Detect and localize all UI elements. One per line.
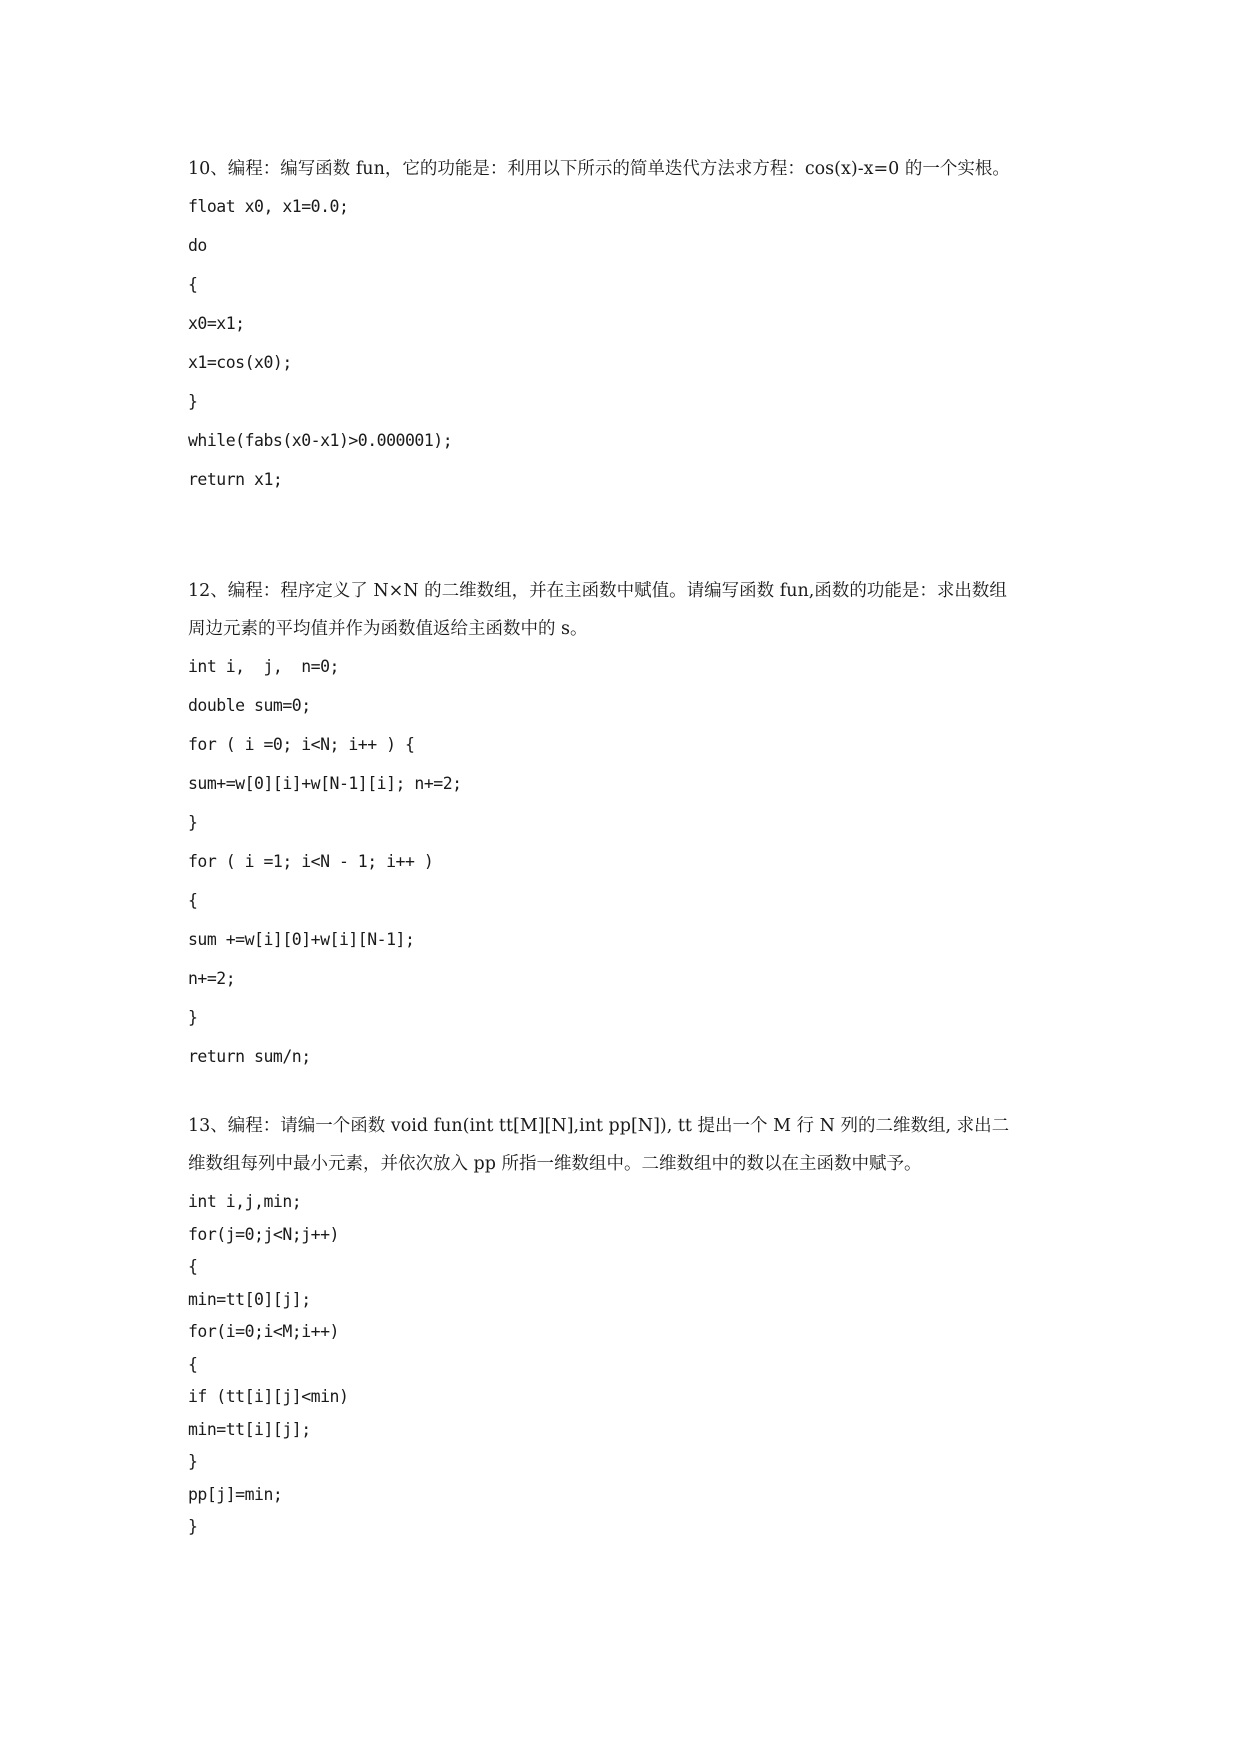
- code-line: int i, j, n=0;: [188, 657, 339, 676]
- code-line: min=tt[0][j];: [188, 1289, 311, 1309]
- code-line: return x1;: [188, 470, 283, 489]
- code-line: sum +=w[i][0]+w[i][N-1];: [188, 930, 415, 949]
- problem-10: [188, 158, 1068, 508]
- code-line: return sum/n;: [188, 1047, 311, 1066]
- code-line: }: [188, 813, 198, 832]
- code-line: {: [188, 891, 198, 910]
- code-line: int i,j,min;: [188, 1192, 302, 1211]
- problem-heading-line: 周边元素的平均值并作为函数值返给主函数中的 s。: [188, 619, 588, 639]
- code-line: }: [188, 1517, 198, 1536]
- problem-heading-line: 维数组每列中最小元素，并依次放入 pp 所指一维数组中。二维数组中的数以在主函数中赋予。: [188, 1154, 922, 1174]
- code-line: }: [188, 1008, 198, 1027]
- code-line: sum+=w[0][i]+w[N-1][i]; n+=2;: [188, 774, 462, 793]
- problem-12: [188, 580, 1068, 1085]
- code-line: }: [188, 1452, 198, 1471]
- problem-heading-line: 13、编程：请编一个函数 void fun(int tt[M][N],int pp[N]), tt 提出一个 M 行 N 列的二维数组, 求出二: [188, 1116, 1010, 1136]
- code-line: min=tt[i][j];: [188, 1419, 311, 1439]
- code-line: double sum=0;: [188, 696, 311, 715]
- code-line: while(fabs(x0-x1)>0.000001);: [188, 431, 453, 450]
- code-line: {: [188, 275, 198, 294]
- code-line: for ( i =0; i<N; i++ ) {: [188, 735, 415, 754]
- problem-13: [188, 1115, 1068, 1549]
- code-line: for(j=0;j<N;j++): [188, 1224, 339, 1244]
- code-line: x0=x1;: [188, 314, 245, 333]
- code-line: n+=2;: [188, 969, 236, 988]
- code-line: do: [188, 236, 207, 255]
- problem-heading-line: 12、编程：程序定义了 N×N 的二维数组，并在主函数中赋值。请编写函数 fun,函数的功能是：求出数组: [188, 581, 1007, 601]
- code-line: x1=cos(x0);: [188, 353, 292, 372]
- code-line: }: [188, 392, 198, 411]
- code-line: for(i=0;i<M;i++): [188, 1322, 339, 1341]
- code-line: float x0, x1=0.0;: [188, 197, 349, 216]
- code-line: {: [188, 1257, 198, 1276]
- problem-heading-line: 10、编程：编写函数 fun，它的功能是：利用以下所示的简单迭代方法求方程：cos(x)-x=0 的一个实根。: [188, 159, 1010, 179]
- code-line: for ( i =1; i<N - 1; i++ ): [188, 852, 434, 871]
- code-line: pp[j]=min;: [188, 1484, 283, 1504]
- code-line: {: [188, 1354, 198, 1374]
- code-line: if (tt[i][j]<min): [188, 1387, 349, 1406]
